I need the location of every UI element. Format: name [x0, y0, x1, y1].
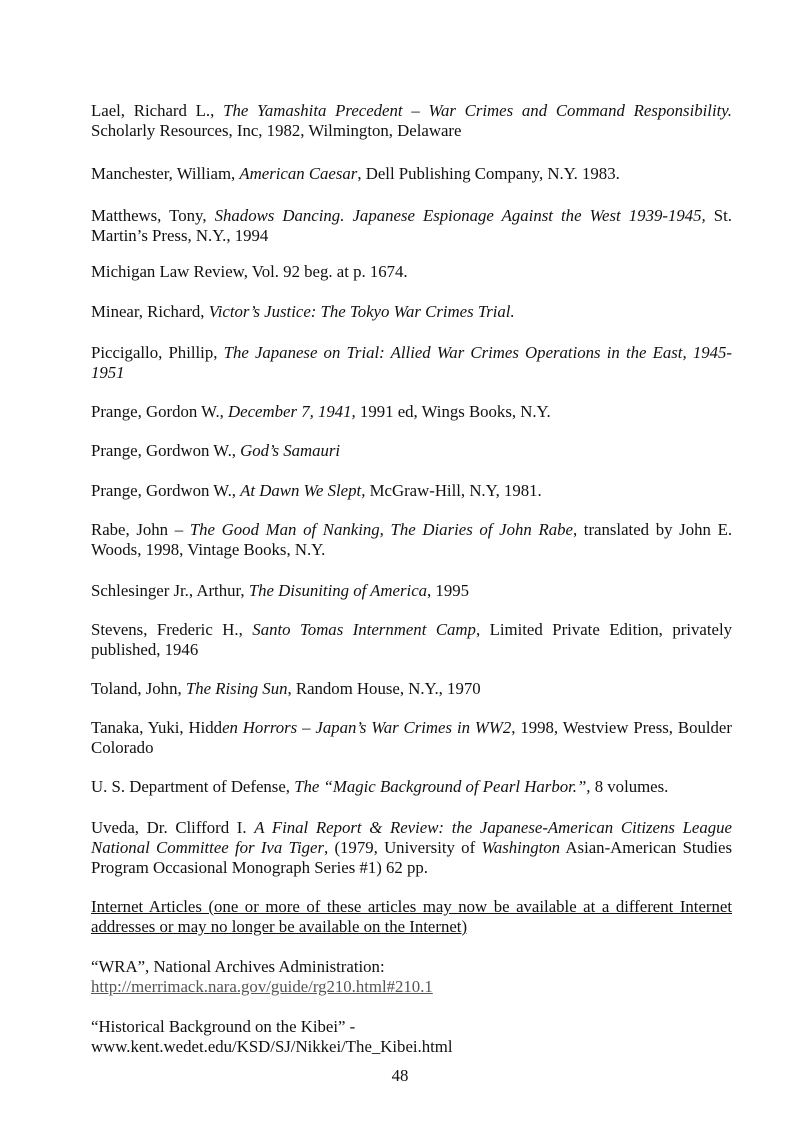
- entry-title: The Disuniting of America: [248, 581, 428, 600]
- bibliography-entry: [91, 343, 732, 383]
- entry-text: Minear, Richard,: [91, 302, 209, 321]
- bibliography-entry: [91, 777, 732, 797]
- entry-text: Asian-American Studies Program Occasional Monograph Series #1) 62 pp.: [91, 838, 733, 877]
- entry-text: Matthews, Tony,: [91, 206, 215, 225]
- entry-text: Piccigallo, Phillip,: [91, 343, 224, 362]
- entry-text: , Random House, N.Y., 1970: [287, 679, 481, 698]
- entry-text: Prange, Gordwon W.,: [91, 441, 241, 460]
- bibliography-entry: [91, 302, 732, 322]
- entry-title: December 7, 1941,: [228, 402, 356, 421]
- entry-title: At Dawn We Slept,: [240, 481, 366, 500]
- bibliography-entry: [91, 402, 732, 422]
- entry-title: God’s Samauri: [240, 441, 341, 460]
- entry-title: A Final Report & Review: the Japanese-American Citizens League National Committee for Iva Tiger: [91, 818, 732, 857]
- entry-text: Tanaka, Yuki, Hidd: [91, 718, 223, 737]
- article-title: “Historical Background on the Kibei” -: [91, 1017, 356, 1036]
- internet-article: [91, 1017, 732, 1057]
- entry-text: Prange, Gordon W.,: [91, 402, 229, 421]
- entry-title: American Caesar: [239, 164, 358, 183]
- entry-title: The Rising Sun: [185, 679, 288, 698]
- bibliography-entry: [91, 718, 732, 758]
- article-link[interactable]: http://merrimack.nara.gov/guide/rg210.html#210.1: [91, 977, 433, 996]
- bibliography-entry: [91, 520, 732, 560]
- entry-text: Michigan Law Review, Vol. 92 beg. at p. 1674.: [91, 262, 408, 281]
- entry-text: , 1998, Westview Press, Boulder Colorado: [91, 718, 732, 757]
- entry-text: McGraw-Hill, N.Y, 1981.: [365, 481, 542, 500]
- entry-text: , Dell Publishing Company, N.Y. 1983.: [357, 164, 620, 183]
- entry-text: 8 volumes.: [590, 777, 669, 796]
- entry-text: Toland, John,: [91, 679, 186, 698]
- entry-title: Santo Tomas Internment Camp: [252, 620, 476, 639]
- entry-title: The Yamashita Precedent – War Crimes and Command Responsibility.: [223, 101, 732, 120]
- entry-text: , 1995: [427, 581, 469, 600]
- article-url: www.kent.wedet.edu/KSD/SJ/Nikkei/The_Kibei.html: [91, 1037, 453, 1056]
- entry-text: Prange, Gordwon W.,: [91, 481, 241, 500]
- bibliography-entry: [91, 581, 732, 601]
- entry-text: Lael, Richard L.,: [91, 101, 224, 120]
- internet-article: [91, 957, 732, 997]
- entry-text: , translated by John E. Woods, 1998, Vintage Books, N.Y.: [91, 520, 733, 559]
- bibliography-entry: [91, 679, 732, 699]
- entry-title: The Good Man of Nanking, The Diaries of John Rabe: [189, 520, 573, 539]
- article-title: “WRA”, National Archives Administration:: [91, 957, 385, 976]
- entry-text: Schlesinger Jr., Arthur,: [91, 581, 249, 600]
- entry-title: en Horrors – Japan’s War Crimes in WW2: [222, 718, 512, 737]
- bibliography-entry: [91, 206, 732, 246]
- entry-text: Rabe, John –: [91, 520, 190, 539]
- entry-title: Shadows Dancing. Japanese Espionage Against the West 1939-1945,: [214, 206, 706, 225]
- page-number: 48: [391, 1066, 409, 1085]
- entry-title: The Japanese on Trial: Allied War Crimes Operations in the East, 1945-1951: [91, 343, 732, 382]
- entry-text: , Limited Private Edition, privately published, 1946: [91, 620, 733, 659]
- bibliography-entry: [91, 164, 732, 184]
- bibliography-entry: [91, 818, 732, 878]
- entry-title: Victor’s Justice: The Tokyo War Crimes Trial.: [208, 302, 515, 321]
- bibliography-entry: [91, 620, 732, 660]
- bibliography-entry: [91, 441, 732, 461]
- entry-title: The “Magic Background of Pearl Harbor.”,: [294, 777, 591, 796]
- bibliography-entry: [91, 262, 732, 282]
- internet-articles-heading: Internet Articles (one or more of these articles may now be available at a different Internet addresses or may no longer be available on the Internet): [91, 897, 732, 936]
- entry-text: 1991 ed, Wings Books, N.Y.: [355, 402, 551, 421]
- entry-text: , (1979, University of: [323, 838, 482, 857]
- entry-text: Manchester, William,: [91, 164, 240, 183]
- bibliography-entry: [91, 481, 732, 501]
- entry-text: U. S. Department of Defense,: [91, 777, 295, 796]
- entry-text: Stevens, Frederic H.,: [91, 620, 253, 639]
- entry-title: Washington: [481, 838, 561, 857]
- entry-text: Scholarly Resources, Inc, 1982, Wilmington, Delaware: [91, 121, 462, 140]
- bibliography-entry: [91, 101, 732, 141]
- entry-text: St. Martin’s Press, N.Y., 1994: [91, 206, 732, 245]
- entry-text: Uveda, Dr. Clifford I.: [91, 818, 255, 837]
